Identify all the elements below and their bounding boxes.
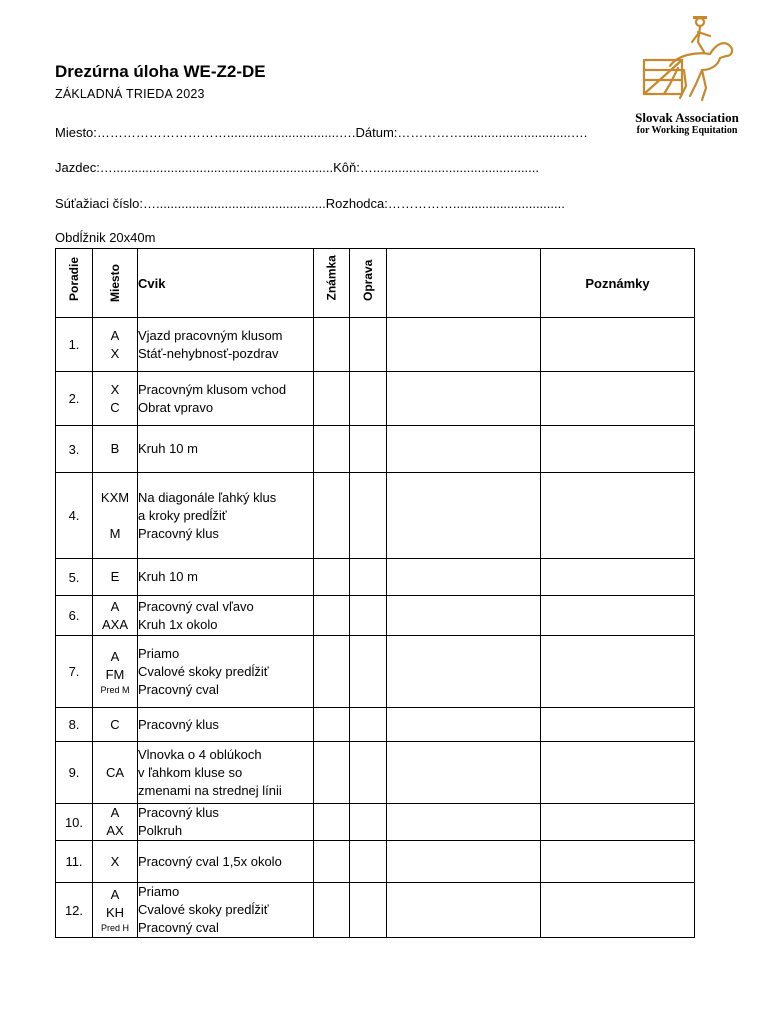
place-code: C	[110, 399, 120, 415]
table-row	[56, 841, 695, 883]
blank-cell[interactable]	[387, 708, 541, 742]
place-code: X	[110, 381, 120, 397]
row-number: 6.	[56, 596, 93, 636]
exercise-line: Pracovný cval	[138, 920, 219, 935]
blank-cell[interactable]	[387, 841, 541, 883]
table-row	[56, 596, 695, 636]
field-sutaziaci-rozhodca: Súťažiaci číslo:…...............................................Rozhodca:……………...............................	[55, 196, 565, 211]
correction-cell[interactable]	[350, 841, 387, 883]
blank-cell[interactable]	[387, 596, 541, 636]
exercise-line: Priamo	[138, 645, 180, 661]
document-subtitle: ZÁKLADNÁ TRIEDA 2023	[55, 87, 205, 101]
row-place	[93, 708, 138, 742]
blank-cell[interactable]	[387, 318, 541, 372]
place-code: A	[110, 648, 120, 664]
field-jazdec-kon: Jazdec:….............................................................Kôň:…..............................................	[55, 160, 540, 175]
row-place	[93, 473, 138, 559]
mark-cell[interactable]	[314, 804, 350, 841]
exercise-line: Cvalové skoky predĺžiť	[138, 902, 269, 917]
row-number: 2.	[56, 372, 93, 426]
blank-cell[interactable]	[387, 473, 541, 559]
correction-cell[interactable]	[350, 318, 387, 372]
row-exercise	[138, 473, 314, 559]
blank-cell[interactable]	[387, 636, 541, 708]
exercise-line: Pracovný klus	[138, 525, 219, 541]
logo-text-line2: for Working Equitation	[636, 125, 738, 136]
row-exercise	[138, 742, 314, 804]
row-number: 9.	[56, 742, 93, 804]
horse-rider-logo-icon	[640, 14, 740, 106]
row-place	[93, 804, 138, 841]
mark-cell[interactable]	[314, 636, 350, 708]
exercise-line: Kruh 10 m	[138, 441, 198, 456]
row-place	[93, 559, 138, 596]
place-code: KXM	[100, 489, 130, 505]
row-exercise	[138, 841, 314, 883]
place-code: FM	[105, 666, 125, 682]
notes-cell[interactable]	[541, 708, 695, 742]
correction-cell[interactable]	[350, 636, 387, 708]
row-place	[93, 883, 138, 938]
row-place	[93, 318, 138, 372]
mark-cell[interactable]	[314, 372, 350, 426]
mark-cell[interactable]	[314, 473, 350, 559]
mark-cell[interactable]	[314, 742, 350, 804]
exercise-line: Priamo	[138, 884, 180, 899]
row-number: 10.	[56, 804, 93, 841]
exercise-line: Kruh 1x okolo	[138, 616, 218, 632]
notes-cell[interactable]	[541, 804, 695, 841]
row-number: 7.	[56, 636, 93, 708]
row-exercise	[138, 883, 314, 938]
association-logo	[622, 14, 762, 139]
header-blank	[387, 249, 541, 318]
exercise-line: zmenami na strednej línii	[138, 782, 282, 798]
place-code	[93, 507, 137, 525]
exercise-line: Pracovný klus	[138, 716, 219, 732]
row-exercise	[138, 426, 314, 473]
mark-cell[interactable]	[314, 708, 350, 742]
correction-cell[interactable]	[350, 708, 387, 742]
blank-cell[interactable]	[387, 883, 541, 938]
exercise-line: Pracovný cval	[138, 681, 219, 697]
exercise-line: Obrat vpravo	[138, 399, 214, 415]
table-row	[56, 318, 695, 372]
row-place	[93, 372, 138, 426]
header-cvik: Cvik	[138, 249, 314, 318]
notes-cell[interactable]	[541, 473, 695, 559]
row-number: 11.	[56, 841, 93, 883]
row-exercise	[138, 804, 314, 841]
correction-cell[interactable]	[350, 426, 387, 473]
field-miesto-datum: Miesto:…………………………...............................….Dátum:……………..............................….	[55, 125, 588, 140]
notes-cell[interactable]	[541, 883, 695, 938]
score-table	[55, 248, 695, 938]
exercise-line: a kroky predĺžiť	[138, 507, 227, 523]
notes-cell[interactable]	[541, 372, 695, 426]
table-row	[56, 426, 695, 473]
mark-cell[interactable]	[314, 318, 350, 372]
table-row	[56, 883, 695, 938]
correction-cell[interactable]	[350, 804, 387, 841]
notes-cell[interactable]	[541, 426, 695, 473]
blank-cell[interactable]	[387, 372, 541, 426]
mark-cell[interactable]	[314, 559, 350, 596]
exercise-line: Pracovným klusom vchod	[138, 381, 287, 397]
exercise-line: Polkruh	[138, 823, 183, 838]
blank-cell[interactable]	[387, 426, 541, 473]
row-exercise	[138, 636, 314, 708]
row-exercise	[138, 559, 314, 596]
row-number: 1.	[56, 318, 93, 372]
place-code: B	[110, 441, 120, 456]
blank-cell[interactable]	[387, 804, 541, 841]
logo-text-line1: Slovak Association	[635, 110, 739, 125]
header-poznamky: Poznámky	[541, 249, 695, 318]
place-code: X	[110, 853, 120, 869]
mark-cell[interactable]	[314, 426, 350, 473]
row-exercise	[138, 372, 314, 426]
exercise-line: Kruh 10 m	[138, 569, 198, 584]
correction-cell[interactable]	[350, 473, 387, 559]
table-header-row	[56, 249, 695, 318]
place-code: A	[110, 598, 120, 614]
header-miesto: Miesto	[93, 249, 138, 318]
notes-cell[interactable]	[541, 742, 695, 804]
correction-cell[interactable]	[350, 372, 387, 426]
place-note: Pred H	[100, 923, 129, 933]
row-number: 5.	[56, 559, 93, 596]
exercise-line: Cvalové skoky predĺžiť	[138, 663, 269, 679]
mark-cell[interactable]	[314, 596, 350, 636]
row-place	[93, 841, 138, 883]
exercise-line: v ľahkom kluse so	[138, 764, 243, 780]
table-row	[56, 804, 695, 841]
table-row	[56, 372, 695, 426]
arena-caption: Obdĺžnik 20x40m	[55, 230, 156, 245]
place-code: KH	[105, 905, 125, 920]
correction-cell[interactable]	[350, 596, 387, 636]
notes-cell[interactable]	[541, 559, 695, 596]
exercise-line: Pracovný cval vľavo	[138, 598, 254, 614]
row-place	[93, 426, 138, 473]
correction-cell[interactable]	[350, 559, 387, 596]
row-number: 8.	[56, 708, 93, 742]
correction-cell[interactable]	[350, 742, 387, 804]
mark-cell[interactable]	[314, 841, 350, 883]
table-row	[56, 742, 695, 804]
exercise-line: Stáť-nehybnosť-pozdrav	[138, 345, 279, 361]
place-note: Pred M	[100, 684, 130, 695]
blank-cell[interactable]	[387, 742, 541, 804]
correction-cell[interactable]	[350, 883, 387, 938]
place-code: M	[109, 525, 121, 541]
row-number: 12.	[56, 883, 93, 938]
header-znamka: Známka	[314, 249, 350, 318]
blank-cell[interactable]	[387, 559, 541, 596]
exercise-line: Pracovný klus	[138, 805, 219, 820]
table-row	[56, 559, 695, 596]
row-number: 4.	[56, 473, 93, 559]
place-code: E	[110, 569, 120, 584]
place-code: X	[110, 345, 120, 361]
table-row	[56, 473, 695, 559]
place-code: A	[110, 887, 120, 902]
header-poradie: Poradie	[56, 249, 93, 318]
header-oprava: Oprava	[350, 249, 387, 318]
place-code: AXA	[101, 616, 128, 632]
document-title: Drezúrna úloha WE-Z2-DE	[55, 62, 266, 81]
row-place	[93, 636, 138, 708]
table-row	[56, 636, 695, 708]
notes-cell[interactable]	[541, 318, 695, 372]
exercise-line: Vlnovka o 4 oblúkoch	[138, 746, 262, 762]
row-exercise	[138, 318, 314, 372]
notes-cell[interactable]	[541, 636, 695, 708]
row-place	[93, 742, 138, 804]
table-row	[56, 708, 695, 742]
place-code: C	[110, 716, 120, 732]
row-exercise	[138, 596, 314, 636]
notes-cell[interactable]	[541, 596, 695, 636]
place-code: CA	[105, 764, 125, 780]
exercise-line: Vjazd pracovným klusom	[138, 327, 283, 343]
place-code: A	[110, 327, 120, 343]
row-exercise	[138, 708, 314, 742]
mark-cell[interactable]	[314, 883, 350, 938]
row-number: 3.	[56, 426, 93, 473]
notes-cell[interactable]	[541, 841, 695, 883]
place-code: AX	[106, 823, 124, 838]
row-place	[93, 596, 138, 636]
exercise-line: Na diagonále ľahký klus	[138, 489, 277, 505]
place-code: A	[110, 805, 120, 820]
exercise-line: Pracovný cval 1,5x okolo	[138, 853, 282, 869]
